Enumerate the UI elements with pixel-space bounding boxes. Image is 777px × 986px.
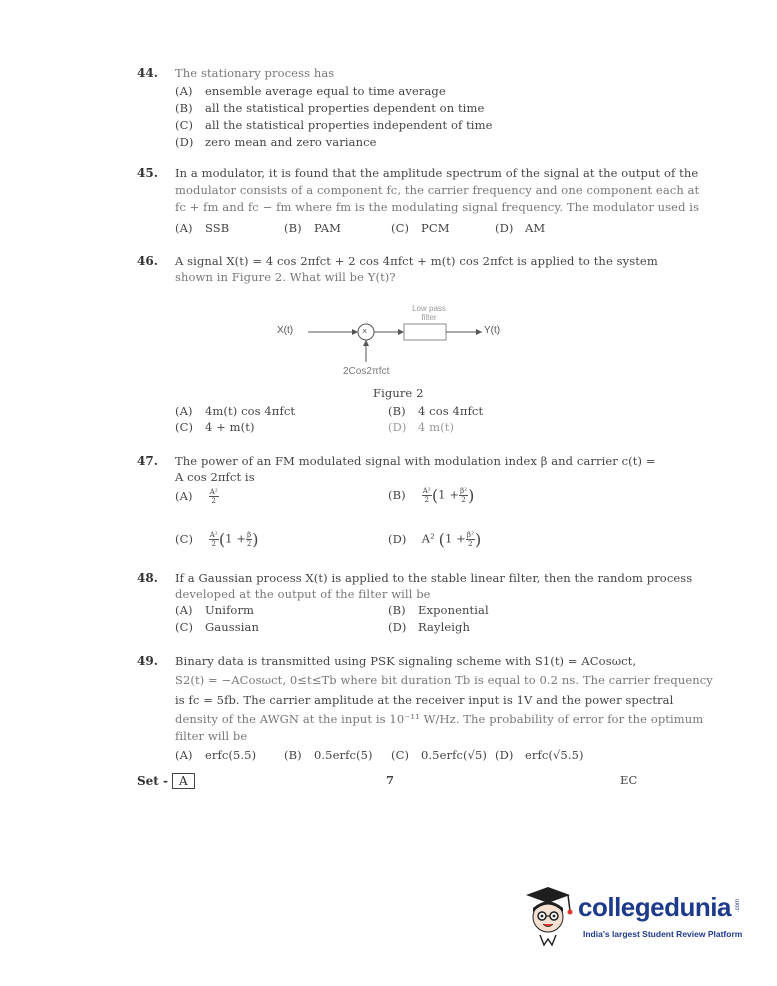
option-a: (A) $\frac{\text{A²}}{2}$: [175, 488, 218, 505]
question-text: developed at the output of the filter will be: [175, 587, 431, 601]
question-text: The power of an FM modulated signal with modulation index β and carrier c(t) =: [175, 454, 656, 468]
question-number: 44.: [137, 66, 158, 80]
option-b: (B) Exponential: [388, 603, 489, 617]
question-number: 46.: [137, 254, 158, 268]
question-text: Binary data is transmitted using PSK signaling scheme with S1(t) = ACosωct,: [175, 654, 637, 668]
question-text: If a Gaussian process X(t) is applied to the stable linear filter, then the random process: [175, 571, 693, 585]
question-text: is fc = 5fb. The carrier amplitude at the receiver input is 1V and the power spectral: [175, 693, 674, 707]
option-b: (B) 0.5erfc(5): [284, 748, 373, 762]
option-c: (C) 0.5erfc(√5): [391, 748, 488, 762]
carrier-label: 2Cos2πfct: [343, 366, 390, 377]
question-text: density of the AWGN at the input is 10⁻¹¹ W/Hz. The probability of error for the optimum: [175, 712, 704, 726]
option-d: (D) zero mean and zero variance: [175, 135, 377, 149]
option-b: (B) all the statistical properties dependent on time: [175, 101, 485, 115]
option-d: (D) A² (1 + $\frac{\text{β²}}{2}$ ): [388, 530, 482, 549]
option-d: (D) 4 m(t): [388, 420, 455, 434]
question-number: 49.: [137, 654, 158, 668]
option-c: (C) $\frac{\text{A²}}{2}$ (1 + $\frac{\beta}{2}$ ): [175, 530, 259, 549]
question-text: In a modulator, it is found that the amplitude spectrum of the signal at the output of the: [175, 166, 699, 180]
brand-tagline: India's largest Student Review Platform: [583, 929, 743, 939]
question-number: 47.: [137, 454, 158, 468]
arrow-icon: [363, 340, 369, 346]
low-pass-filter-box: [404, 324, 446, 340]
output-label: Y(t): [484, 325, 501, 336]
question-stem: The stationary process has: [175, 66, 335, 80]
page-number: 7: [386, 773, 395, 787]
option-b: (B) $\frac{\text{A²}}{2}$ (1 + $\frac{\text{β²}}{2}$ ): [388, 486, 475, 505]
option-c: (C) 4 + m(t): [175, 420, 255, 434]
figure-caption: Figure 2: [373, 386, 424, 400]
arrow-icon: [352, 329, 358, 335]
filter-label: Low pass filter: [412, 304, 446, 322]
option-c: (C) PCM: [391, 221, 450, 235]
set-value: A: [172, 773, 195, 789]
fraction: $\frac{\text{A²}}{2}$: [209, 488, 218, 505]
question-text: A cos 2πfct is: [175, 470, 255, 484]
brand-tld: .com: [735, 898, 741, 912]
set-indicator: Set - A: [137, 773, 195, 789]
question-text: modulator consists of a component fc, the carrier frequency and one component each at: [175, 183, 700, 197]
option-d: (D) erfc(√5.5): [495, 748, 584, 762]
question-text: S2(t) = −ACosωct, 0≤t≤Tb where bit duration Tb is equal to 0.2 ns. The carrier frequency: [175, 673, 713, 687]
option-d: (D) AM: [495, 221, 546, 235]
input-label: X(t): [277, 325, 294, 336]
question-number: 45.: [137, 166, 158, 180]
option-a: (A) SSB: [175, 221, 230, 235]
question-text: shown in Figure 2. What will be Y(t)?: [175, 270, 396, 284]
option-a: (A) Uniform: [175, 603, 255, 617]
brand-name: collegedunia: [578, 892, 731, 922]
option-a: (A) 4m(t) cos 4πfct: [175, 404, 296, 418]
question-text: fc + fm and fc − fm where fm is the modulating signal frequency. The modulator used is: [175, 200, 700, 214]
option-b: (B) 4 cos 4πfct: [388, 404, 484, 418]
option-c: (C) Gaussian: [175, 620, 259, 634]
arrow-icon: [398, 329, 404, 335]
option-a: (A) ensemble average equal to time average: [175, 84, 446, 98]
mixer-symbol: ×: [362, 326, 368, 336]
arrow-icon: [476, 329, 482, 335]
collegedunia-mascot-icon: [518, 885, 574, 947]
question-text: A signal X(t) = 4 cos 2πfct + 2 cos 4πfct + m(t) cos 2πfct is applied to the system: [175, 254, 658, 268]
option-c: (C) all the statistical properties independent of time: [175, 118, 493, 132]
question-text: filter will be: [175, 729, 248, 743]
subject-code: EC: [620, 773, 638, 787]
figure-2-diagram: [270, 300, 520, 390]
option-b: (B) PAM: [284, 221, 342, 235]
option-a: (A) erfc(5.5): [175, 748, 257, 762]
question-number: 48.: [137, 571, 158, 585]
option-d: (D) Rayleigh: [388, 620, 471, 634]
